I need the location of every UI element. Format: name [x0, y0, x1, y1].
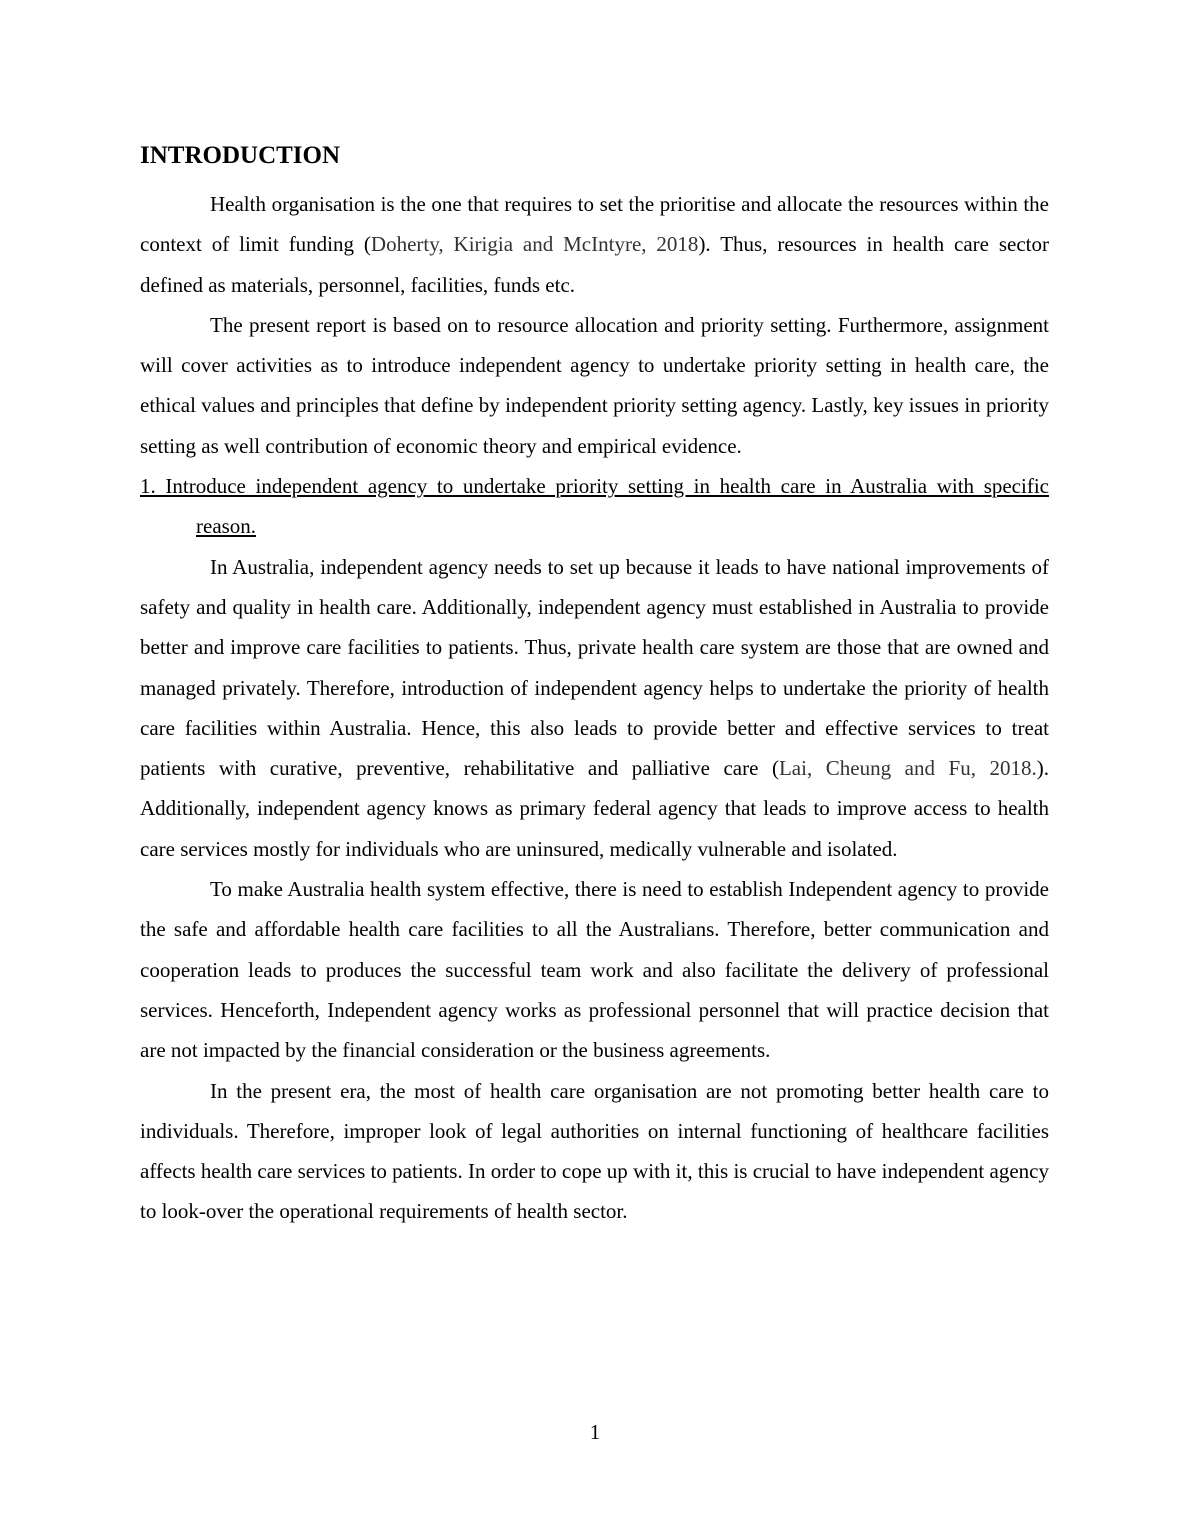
page-title: INTRODUCTION: [140, 142, 341, 169]
section-1-heading: 1. Introduce independent agency to undertake priority setting in health care in Australia with specific reason.: [140, 474, 1049, 539]
section-1-paragraph-3: In the present era, the most of health care organisation are not promoting better health care to individuals. Therefore, improper look of legal authorities on internal functioning of healthcare facilities affects health care services to patients. In order to cope up with it, this is crucial to have independent agency to look-over the operational requirements of health sector.: [140, 1078, 1049, 1224]
intro-p1-text-after: ). Thus, resources in health care sector defined as materials, personnel, facilities, funds etc.: [140, 232, 1050, 297]
intro-paragraph-1: [140, 184, 1049, 305]
intro-paragraph-2: The present report is based on to resource allocation and priority setting. Furthermore, assignment will cover activities as to introduce independent agency to undertake priority setting in health care, the ethical values and principles that define by independent priority setting agency. Lastly, key issues in priority setting as well contribution of economic theory and empirical evidence.: [140, 312, 1049, 458]
citation-doherty: Doherty, Kirigia and McIntyre, 2018: [370, 232, 699, 257]
citation-lai: Lai, Cheung and Fu, 2018.: [778, 756, 1037, 781]
intro-p1-text-before: Health organisation is the one that requires to set the prioritise and allocate the resources within the context of limit funding (: [140, 192, 1049, 257]
page-number: 1: [589, 1420, 601, 1444]
section-1-paragraph-2: To make Australia health system effective, there is need to establish Independent agency to provide the safe and affordable health care facilities to all the Australians. Therefore, better communication and cooperation leads to produces the successful team work and also facilitate the delivery of professional services. Henceforth, Independent agency works as professional personnel that will practice decision that are not impacted by the financial consideration or the business agreements.: [140, 877, 1049, 1063]
document-page: [140, 138, 1049, 1232]
section-1-paragraph-1: [140, 547, 1049, 869]
section-1-p1-text-before: In Australia, independent agency needs to set up because it leads to have national improvements of safety and quality in health care. Additionally, independent agency must established in Australia to provide better and improve care facilities to patients. Thus, private health care system are those that are owned and managed privately. Therefore, introduction of independent agency helps to undertake the priority of health care facilities within Australia. Hence, this also leads to provide better and effective services to treat patients with curative, preventive, rehabilitative and palliative care (: [140, 554, 1049, 781]
section-1-p1-text-after: ). Additionally, independent agency knows as primary federal agency that leads to improve access to health care services mostly for individuals who are uninsured, medically vulnerable and isolated.: [140, 756, 1049, 861]
